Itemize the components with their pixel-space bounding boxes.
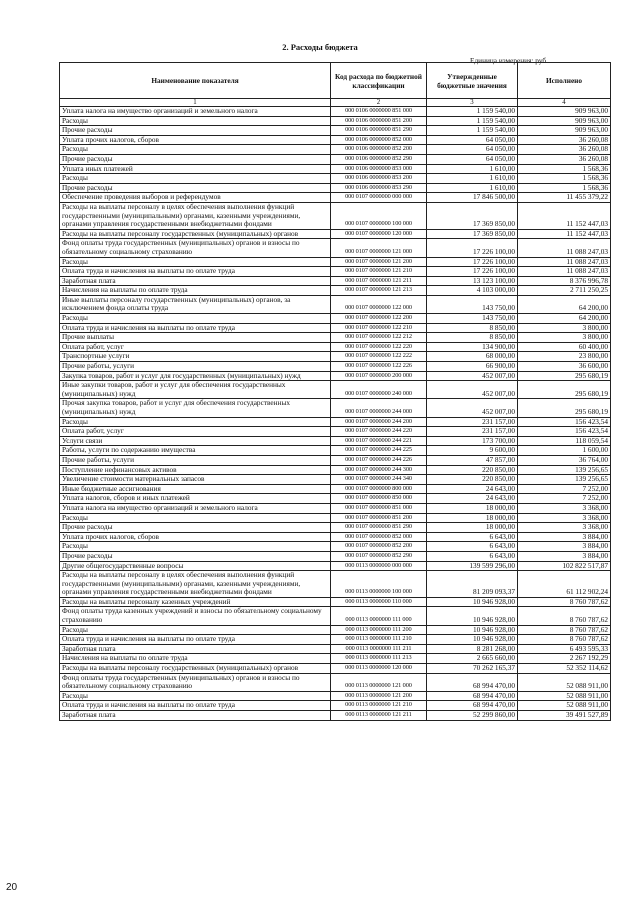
row-name: Заработная плата — [60, 644, 331, 654]
row-name: Оплата труда и начисления на выплаты по оплате труда — [60, 267, 331, 277]
row-planned-amount: 17 846 500,00 — [427, 193, 518, 203]
row-name: Уплата налога на имущество организаций и земельного налога — [60, 107, 331, 117]
table-row — [60, 183, 611, 193]
row-name: Расходы — [60, 625, 331, 635]
row-executed-amount: 52 352 114,62 — [518, 664, 611, 674]
row-code: 000 0107 0000000 244 200 — [331, 417, 427, 427]
row-planned-amount: 139 599 296,00 — [427, 561, 518, 571]
row-executed-amount: 2 711 250,25 — [518, 286, 611, 296]
table-row — [60, 295, 611, 313]
row-code: 000 0107 0000000 851 290 — [331, 523, 427, 533]
table-row — [60, 342, 611, 352]
row-executed-amount: 11 088 247,03 — [518, 267, 611, 277]
row-name: Расходы — [60, 542, 331, 552]
row-name: Прочие расходы — [60, 523, 331, 533]
row-code: 000 0107 0000000 244 000 — [331, 399, 427, 417]
row-name: Оплата работ, услуг — [60, 427, 331, 437]
table-row — [60, 455, 611, 465]
row-code: 000 0107 0000000 120 000 — [331, 229, 427, 239]
row-code: 000 0107 0000000 851 000 — [331, 503, 427, 513]
row-executed-amount: 39 491 527,89 — [518, 711, 611, 721]
row-executed-amount: 8 760 787,62 — [518, 625, 611, 635]
row-planned-amount: 8 850,00 — [427, 323, 518, 333]
row-executed-amount: 156 423,54 — [518, 417, 611, 427]
row-code: 000 0107 0000000 121 200 — [331, 257, 427, 267]
row-executed-amount: 909 963,00 — [518, 116, 611, 126]
row-planned-amount: 10 946 928,00 — [427, 635, 518, 645]
row-name: Другие общегосударственные вопросы — [60, 561, 331, 571]
row-planned-amount: 1 610,00 — [427, 183, 518, 193]
row-name: Иные выплаты персоналу государственных (муниципальных) органов, за исключением фонда оплаты труда — [60, 295, 331, 313]
row-name: Расходы — [60, 314, 331, 324]
row-planned-amount: 64 050,00 — [427, 145, 518, 155]
table-row — [60, 314, 611, 324]
row-executed-amount: 118 059,54 — [518, 436, 611, 446]
table-row — [60, 625, 611, 635]
table-row — [60, 654, 611, 664]
row-name: Оплата работ, услуг — [60, 342, 331, 352]
row-executed-amount: 36 260,08 — [518, 154, 611, 164]
row-code: 000 0107 0000000 852 200 — [331, 542, 427, 552]
row-name: Прочие расходы — [60, 126, 331, 136]
row-code: 000 0106 0000000 853 200 — [331, 174, 427, 184]
row-executed-amount: 1 568,36 — [518, 174, 611, 184]
row-executed-amount: 1 568,36 — [518, 183, 611, 193]
row-executed-amount: 60 400,00 — [518, 342, 611, 352]
row-planned-amount: 18 000,00 — [427, 523, 518, 533]
row-planned-amount: 220 850,00 — [427, 465, 518, 475]
row-executed-amount: 52 088 911,00 — [518, 691, 611, 701]
row-code: 000 0107 0000000 244 300 — [331, 465, 427, 475]
row-name: Прочие расходы — [60, 551, 331, 561]
row-executed-amount: 23 800,00 — [518, 352, 611, 362]
row-code: 000 0113 0000000 121 210 — [331, 701, 427, 711]
table-row — [60, 523, 611, 533]
table-row — [60, 164, 611, 174]
row-code: 000 0106 0000000 852 000 — [331, 135, 427, 145]
row-planned-amount: 173 700,00 — [427, 436, 518, 446]
row-planned-amount: 8 850,00 — [427, 333, 518, 343]
row-code: 000 0113 0000000 120 000 — [331, 664, 427, 674]
table-row — [60, 202, 611, 229]
row-executed-amount: 295 680,19 — [518, 371, 611, 381]
row-code: 000 0107 0000000 122 226 — [331, 362, 427, 372]
row-executed-amount: 64 200,00 — [518, 295, 611, 313]
row-name: Расходы на выплаты персоналу казенных учреждений — [60, 597, 331, 607]
row-executed-amount: 139 256,65 — [518, 475, 611, 485]
table-row — [60, 691, 611, 701]
row-planned-amount: 220 850,00 — [427, 475, 518, 485]
row-name: Расходы — [60, 257, 331, 267]
row-planned-amount: 17 369 850,00 — [427, 229, 518, 239]
row-planned-amount: 6 643,00 — [427, 551, 518, 561]
row-executed-amount: 102 822 517,87 — [518, 561, 611, 571]
row-planned-amount: 70 262 165,37 — [427, 664, 518, 674]
row-planned-amount: 10 946 928,00 — [427, 597, 518, 607]
units-label: Единица измерения: руб. — [470, 56, 548, 65]
table-row — [60, 257, 611, 267]
row-name: Расходы на выплаты персоналу государственных (муниципальных) органов — [60, 229, 331, 239]
row-name: Начисления на выплаты по оплате труда — [60, 654, 331, 664]
row-code: 000 0107 0000000 122 200 — [331, 314, 427, 324]
row-code: 000 0113 0000000 111 000 — [331, 607, 427, 625]
row-planned-amount: 81 209 093,37 — [427, 571, 518, 598]
row-code: 000 0113 0000000 121 211 — [331, 711, 427, 721]
row-planned-amount: 68 994 470,00 — [427, 691, 518, 701]
table-row — [60, 145, 611, 155]
row-planned-amount: 10 946 928,00 — [427, 607, 518, 625]
row-executed-amount: 3 800,00 — [518, 323, 611, 333]
row-name: Прочие расходы — [60, 183, 331, 193]
row-planned-amount: 52 299 860,00 — [427, 711, 518, 721]
table-body — [60, 107, 611, 721]
row-executed-amount: 7 252,00 — [518, 494, 611, 504]
row-executed-amount: 3 368,00 — [518, 513, 611, 523]
row-code: 000 0106 0000000 851 000 — [331, 107, 427, 117]
row-name: Прочая закупка товаров, работ и услуг для обеспечения государственных (муниципальных) нужд — [60, 399, 331, 417]
row-planned-amount: 1 159 540,00 — [427, 116, 518, 126]
row-code: 000 0106 0000000 851 290 — [331, 126, 427, 136]
row-executed-amount: 52 088 911,00 — [518, 673, 611, 691]
row-executed-amount: 3 884,00 — [518, 551, 611, 561]
header-name: Наименование показателя — [60, 63, 331, 99]
row-planned-amount: 1 159 540,00 — [427, 107, 518, 117]
column-number: 4 — [518, 99, 611, 107]
row-executed-amount: 8 760 787,62 — [518, 607, 611, 625]
row-executed-amount: 36 260,08 — [518, 145, 611, 155]
row-planned-amount: 17 226 100,00 — [427, 267, 518, 277]
header-code: Код расхода по бюджетной классификации — [331, 63, 427, 99]
row-name: Расходы — [60, 691, 331, 701]
row-name: Расходы на выплаты персоналу в целях обеспечения выполнения функций государственными (муниципальными) органами, казенными учреждениями, органами управления государственными внебюджетными фондами — [60, 571, 331, 598]
row-code: 000 0107 0000000 121 210 — [331, 267, 427, 277]
row-planned-amount: 66 900,00 — [427, 362, 518, 372]
row-code: 000 0107 0000000 851 200 — [331, 513, 427, 523]
row-code: 000 0107 0000000 244 221 — [331, 436, 427, 446]
table-row — [60, 465, 611, 475]
row-name: Уплата налога на имущество организаций и земельного налога — [60, 503, 331, 513]
row-name: Начисления на выплаты по оплате труда — [60, 286, 331, 296]
table-row — [60, 664, 611, 674]
row-code: 000 0107 0000000 244 226 — [331, 455, 427, 465]
row-executed-amount: 3 368,00 — [518, 523, 611, 533]
row-name: Расходы на выплаты персоналу в целях обеспечения выполнения функций государственными (муниципальными) органами, казенными учреждениями, органами управления государственными внебюджетными фондами — [60, 202, 331, 229]
row-name: Оплата труда и начисления на выплаты по оплате труда — [60, 701, 331, 711]
table-row — [60, 673, 611, 691]
row-code: 000 0107 0000000 122 210 — [331, 323, 427, 333]
table-row — [60, 701, 611, 711]
row-planned-amount: 452 007,00 — [427, 381, 518, 399]
table-row — [60, 513, 611, 523]
row-name: Услуги связи — [60, 436, 331, 446]
row-executed-amount: 295 680,19 — [518, 399, 611, 417]
row-code: 000 0113 0000000 000 000 — [331, 561, 427, 571]
row-executed-amount: 36 260,08 — [518, 135, 611, 145]
table-row — [60, 532, 611, 542]
row-planned-amount: 6 643,00 — [427, 542, 518, 552]
row-name: Прочие расходы — [60, 154, 331, 164]
row-executed-amount: 11 088 247,03 — [518, 257, 611, 267]
row-code: 000 0113 0000000 110 000 — [331, 597, 427, 607]
table-row — [60, 276, 611, 286]
row-code: 000 0107 0000000 121 213 — [331, 286, 427, 296]
row-executed-amount: 36 600,00 — [518, 362, 611, 372]
row-executed-amount: 1 600,00 — [518, 446, 611, 456]
row-name: Расходы — [60, 116, 331, 126]
row-code: 000 0106 0000000 853 290 — [331, 183, 427, 193]
row-planned-amount: 1 610,00 — [427, 164, 518, 174]
row-code: 000 0113 0000000 111 213 — [331, 654, 427, 664]
row-executed-amount: 8 760 787,62 — [518, 597, 611, 607]
row-code: 000 0113 0000000 111 210 — [331, 635, 427, 645]
row-code: 000 0106 0000000 853 000 — [331, 164, 427, 174]
column-number: 3 — [427, 99, 518, 107]
row-planned-amount: 9 600,00 — [427, 446, 518, 456]
row-name: Расходы на выплаты персоналу государственных (муниципальных) органов — [60, 664, 331, 674]
row-planned-amount: 68 994 470,00 — [427, 701, 518, 711]
row-code: 000 0107 0000000 850 000 — [331, 494, 427, 504]
row-name: Прочие работы, услуги — [60, 362, 331, 372]
table-row — [60, 399, 611, 417]
row-name: Расходы — [60, 174, 331, 184]
row-name: Расходы — [60, 417, 331, 427]
row-code: 000 0107 0000000 121 000 — [331, 239, 427, 257]
table-row — [60, 239, 611, 257]
table-row — [60, 571, 611, 598]
row-code: 000 0107 0000000 121 211 — [331, 276, 427, 286]
row-planned-amount: 64 050,00 — [427, 154, 518, 164]
table-row — [60, 371, 611, 381]
row-executed-amount: 61 112 902,24 — [518, 571, 611, 598]
row-name: Иные бюджетные ассигнования — [60, 484, 331, 494]
row-planned-amount: 18 000,00 — [427, 513, 518, 523]
table-row — [60, 323, 611, 333]
row-executed-amount: 7 252,00 — [518, 484, 611, 494]
table-row — [60, 362, 611, 372]
row-executed-amount: 8 760 787,62 — [518, 635, 611, 645]
table-row — [60, 333, 611, 343]
table-row — [60, 542, 611, 552]
row-name: Закупка товаров, работ и услуг для государственных (муниципальных) нужд — [60, 371, 331, 381]
row-planned-amount: 231 157,00 — [427, 427, 518, 437]
row-planned-amount: 231 157,00 — [427, 417, 518, 427]
row-name: Фонд оплаты труда государственных (муниципальных) органов и взносы по обязательному социальному страхованию — [60, 239, 331, 257]
row-planned-amount: 6 643,00 — [427, 532, 518, 542]
table-row — [60, 154, 611, 164]
table-row — [60, 229, 611, 239]
row-code: 000 0107 0000000 240 000 — [331, 381, 427, 399]
row-executed-amount: 3 884,00 — [518, 532, 611, 542]
table-row — [60, 267, 611, 277]
table-row — [60, 551, 611, 561]
section-title: 2. Расходы бюджета — [282, 42, 358, 52]
row-name: Оплата труда и начисления на выплаты по оплате труда — [60, 635, 331, 645]
row-name: Уплата налогов, сборов и иных платежей — [60, 494, 331, 504]
table-row — [60, 561, 611, 571]
column-number-row — [60, 99, 611, 107]
row-name: Транспортные услуги — [60, 352, 331, 362]
row-planned-amount: 143 750,00 — [427, 295, 518, 313]
table-row — [60, 116, 611, 126]
row-code: 000 0107 0000000 122 222 — [331, 352, 427, 362]
row-code: 000 0107 0000000 122 000 — [331, 295, 427, 313]
row-code: 000 0107 0000000 852 290 — [331, 551, 427, 561]
row-code: 000 0107 0000000 100 000 — [331, 202, 427, 229]
row-code: 000 0113 0000000 111 211 — [331, 644, 427, 654]
row-name: Фонд оплаты труда казенных учреждений и взносы по обязательному социальному страхованию — [60, 607, 331, 625]
row-planned-amount: 4 103 000,00 — [427, 286, 518, 296]
row-executed-amount: 139 256,65 — [518, 465, 611, 475]
table-row — [60, 135, 611, 145]
row-planned-amount: 143 750,00 — [427, 314, 518, 324]
row-executed-amount: 156 423,54 — [518, 427, 611, 437]
row-executed-amount: 11 088 247,03 — [518, 239, 611, 257]
row-name: Иные закупки товаров, работ и услуг для обеспечения государственных (муниципальных) нужд — [60, 381, 331, 399]
row-planned-amount: 24 643,00 — [427, 484, 518, 494]
table-row — [60, 475, 611, 485]
row-planned-amount: 1 159 540,00 — [427, 126, 518, 136]
table-row — [60, 193, 611, 203]
page-number: 20 — [6, 882, 18, 893]
row-executed-amount: 909 963,00 — [518, 126, 611, 136]
row-planned-amount: 47 857,00 — [427, 455, 518, 465]
column-number: 1 — [60, 99, 331, 107]
row-planned-amount: 24 643,00 — [427, 494, 518, 504]
row-name: Обеспечение проведения выборов и референдумов — [60, 193, 331, 203]
row-code: 000 0106 0000000 851 200 — [331, 116, 427, 126]
table-row — [60, 597, 611, 607]
table-header-row — [60, 63, 611, 99]
row-planned-amount: 68 994 470,00 — [427, 673, 518, 691]
table-row — [60, 352, 611, 362]
row-code: 000 0106 0000000 852 200 — [331, 145, 427, 155]
row-code: 000 0107 0000000 244 340 — [331, 475, 427, 485]
row-code: 000 0113 0000000 121 200 — [331, 691, 427, 701]
table-row — [60, 174, 611, 184]
row-name: Заработная плата — [60, 276, 331, 286]
row-planned-amount: 17 226 100,00 — [427, 257, 518, 267]
row-executed-amount: 6 493 595,33 — [518, 644, 611, 654]
row-planned-amount: 10 946 928,00 — [427, 625, 518, 635]
row-planned-amount: 68 000,00 — [427, 352, 518, 362]
row-planned-amount: 18 000,00 — [427, 503, 518, 513]
header-done: Исполнено — [518, 63, 611, 99]
row-name: Фонд оплаты труда государственных (муниципальных) органов и взносы по обязательному социальному страхованию — [60, 673, 331, 691]
row-name: Оплата труда и начисления на выплаты по оплате труда — [60, 323, 331, 333]
row-executed-amount: 3 800,00 — [518, 333, 611, 343]
row-planned-amount: 8 281 268,00 — [427, 644, 518, 654]
row-name: Уплата прочих налогов, сборов — [60, 135, 331, 145]
row-code: 000 0106 0000000 852 290 — [331, 154, 427, 164]
row-executed-amount: 36 764,00 — [518, 455, 611, 465]
header-plan: Утвержденные бюджетные значения — [427, 63, 518, 99]
row-planned-amount: 64 050,00 — [427, 135, 518, 145]
row-planned-amount: 1 610,00 — [427, 174, 518, 184]
row-name: Заработная плата — [60, 711, 331, 721]
row-name: Поступление нефинансовых активов — [60, 465, 331, 475]
row-planned-amount: 13 123 100,00 — [427, 276, 518, 286]
table-row — [60, 607, 611, 625]
row-name: Работы, услуги по содержанию имущества — [60, 446, 331, 456]
row-name: Прочие работы, услуги — [60, 455, 331, 465]
table-row — [60, 711, 611, 721]
table-row — [60, 107, 611, 117]
row-planned-amount: 452 007,00 — [427, 371, 518, 381]
budget-expenses-table — [59, 62, 611, 721]
row-code: 000 0107 0000000 122 212 — [331, 333, 427, 343]
row-executed-amount: 11 152 447,03 — [518, 202, 611, 229]
row-code: 000 0107 0000000 200 000 — [331, 371, 427, 381]
table-row — [60, 381, 611, 399]
table-row — [60, 427, 611, 437]
table-row — [60, 436, 611, 446]
row-code: 000 0107 0000000 852 000 — [331, 532, 427, 542]
column-number: 2 — [331, 99, 427, 107]
table-row — [60, 644, 611, 654]
row-executed-amount: 11 455 379,22 — [518, 193, 611, 203]
row-executed-amount: 295 680,19 — [518, 381, 611, 399]
row-name: Расходы — [60, 145, 331, 155]
row-executed-amount: 8 376 996,78 — [518, 276, 611, 286]
row-executed-amount: 3 368,00 — [518, 503, 611, 513]
table-row — [60, 635, 611, 645]
row-code: 000 0113 0000000 111 200 — [331, 625, 427, 635]
row-executed-amount: 3 884,00 — [518, 542, 611, 552]
row-name: Увеличение стоимости материальных запасов — [60, 475, 331, 485]
row-code: 000 0113 0000000 100 000 — [331, 571, 427, 598]
row-code: 000 0107 0000000 244 220 — [331, 427, 427, 437]
row-executed-amount: 64 200,00 — [518, 314, 611, 324]
row-executed-amount: 2 267 192,29 — [518, 654, 611, 664]
table-row — [60, 286, 611, 296]
row-code: 000 0107 0000000 000 000 — [331, 193, 427, 203]
row-executed-amount: 909 963,00 — [518, 107, 611, 117]
row-name: Уплата иных платежей — [60, 164, 331, 174]
table-row — [60, 446, 611, 456]
row-executed-amount: 11 152 447,03 — [518, 229, 611, 239]
row-executed-amount: 1 568,36 — [518, 164, 611, 174]
row-planned-amount: 2 665 660,00 — [427, 654, 518, 664]
row-code: 000 0107 0000000 800 000 — [331, 484, 427, 494]
row-planned-amount: 17 369 850,00 — [427, 202, 518, 229]
row-code: 000 0107 0000000 122 220 — [331, 342, 427, 352]
table-row — [60, 484, 611, 494]
row-executed-amount: 52 088 911,00 — [518, 701, 611, 711]
row-planned-amount: 17 226 100,00 — [427, 239, 518, 257]
table-row — [60, 503, 611, 513]
table-row — [60, 126, 611, 136]
row-name: Расходы — [60, 513, 331, 523]
table-row — [60, 494, 611, 504]
row-code: 000 0113 0000000 121 000 — [331, 673, 427, 691]
row-name: Прочие выплаты — [60, 333, 331, 343]
row-planned-amount: 134 900,00 — [427, 342, 518, 352]
row-name: Уплата прочих налогов, сборов — [60, 532, 331, 542]
row-planned-amount: 452 007,00 — [427, 399, 518, 417]
row-code: 000 0107 0000000 244 225 — [331, 446, 427, 456]
table-row — [60, 417, 611, 427]
